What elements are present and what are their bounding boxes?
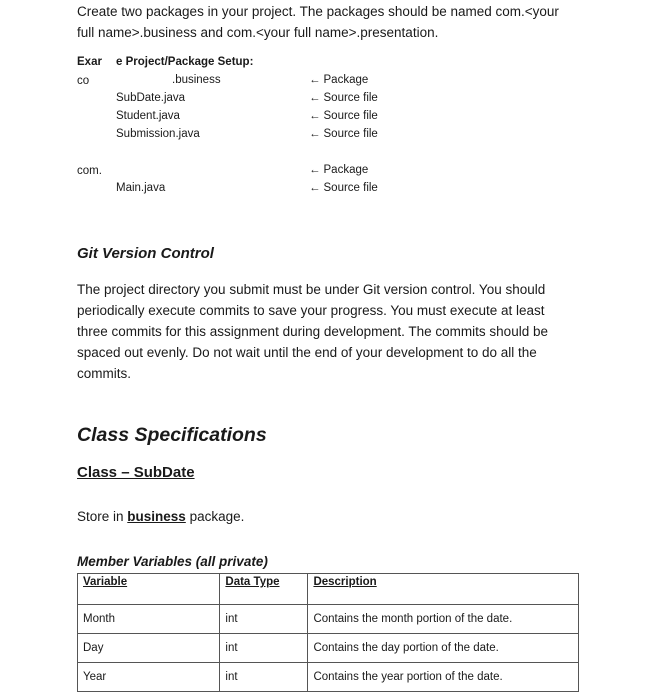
cell-data-type: int (220, 634, 308, 663)
cell-variable: Day (78, 634, 220, 663)
store-in-line: Store in business package. (77, 509, 245, 524)
member-variables-title: Member Variables (all private) (77, 554, 268, 569)
source-file-student: Student.java (116, 110, 180, 122)
intro-line-2: full name>.business and com.<your full name>.presentation. (77, 25, 439, 40)
package-2-prefix: com. (77, 165, 102, 177)
table-row (78, 605, 579, 634)
left-arrow-icon: ← (309, 164, 321, 176)
source-file-main: Main.java (116, 182, 166, 194)
source-file-subdate: SubDate.java (116, 92, 186, 104)
header-variable: Variable (78, 574, 220, 605)
header-data-type: Data Type (220, 574, 308, 605)
left-arrow-icon: ← (309, 92, 321, 104)
git-paragraph: The project directory you submit must be under Git version control. You should periodically execute commits to save your progress. You must execute at least three commits for this assignment during development. The commits should be spaced out evenly. Do not wait until the end of your development to do all the commits. (77, 282, 548, 381)
class-heading: Class – SubDate (77, 464, 195, 481)
header-description: Description (308, 574, 579, 605)
cell-description: Contains the month portion of the date. (308, 605, 579, 634)
setup-label-left: Exar (77, 56, 102, 68)
package-1-name: .business (172, 74, 221, 86)
cell-variable: Month (78, 605, 220, 634)
git-heading: Git Version Control (77, 245, 214, 262)
setup-title: e Project/Package Setup: (116, 56, 254, 68)
table-header-row (78, 574, 579, 605)
member-variables-table (77, 573, 579, 692)
cell-description: Contains the day portion of the date. (308, 634, 579, 663)
intro-line-1: Create two packages in your project. The packages should be named com.<your (77, 4, 559, 19)
note-source-file: ← Source file (309, 128, 378, 140)
note-source-file: ← Source file (309, 182, 378, 194)
cell-data-type: int (220, 663, 308, 692)
cell-data-type: int (220, 605, 308, 634)
cell-variable: Year (78, 663, 220, 692)
package-1-prefix: co (77, 75, 90, 87)
table-row (78, 663, 579, 692)
source-file-submission: Submission.java (116, 128, 200, 140)
note-source-file: ← Source file (309, 92, 378, 104)
left-arrow-icon: ← (309, 182, 321, 194)
class-specs-heading: Class Specifications (77, 424, 267, 446)
left-arrow-icon: ← (309, 128, 321, 140)
note-package-2: ← Package (309, 164, 369, 176)
note-package-1: ← Package (309, 74, 369, 86)
cell-description: Contains the year portion of the date. (308, 663, 579, 692)
table-row (78, 634, 579, 663)
package-name: business (127, 509, 186, 524)
left-arrow-icon: ← (309, 110, 321, 122)
note-source-file: ← Source file (309, 110, 378, 122)
left-arrow-icon: ← (309, 74, 321, 86)
